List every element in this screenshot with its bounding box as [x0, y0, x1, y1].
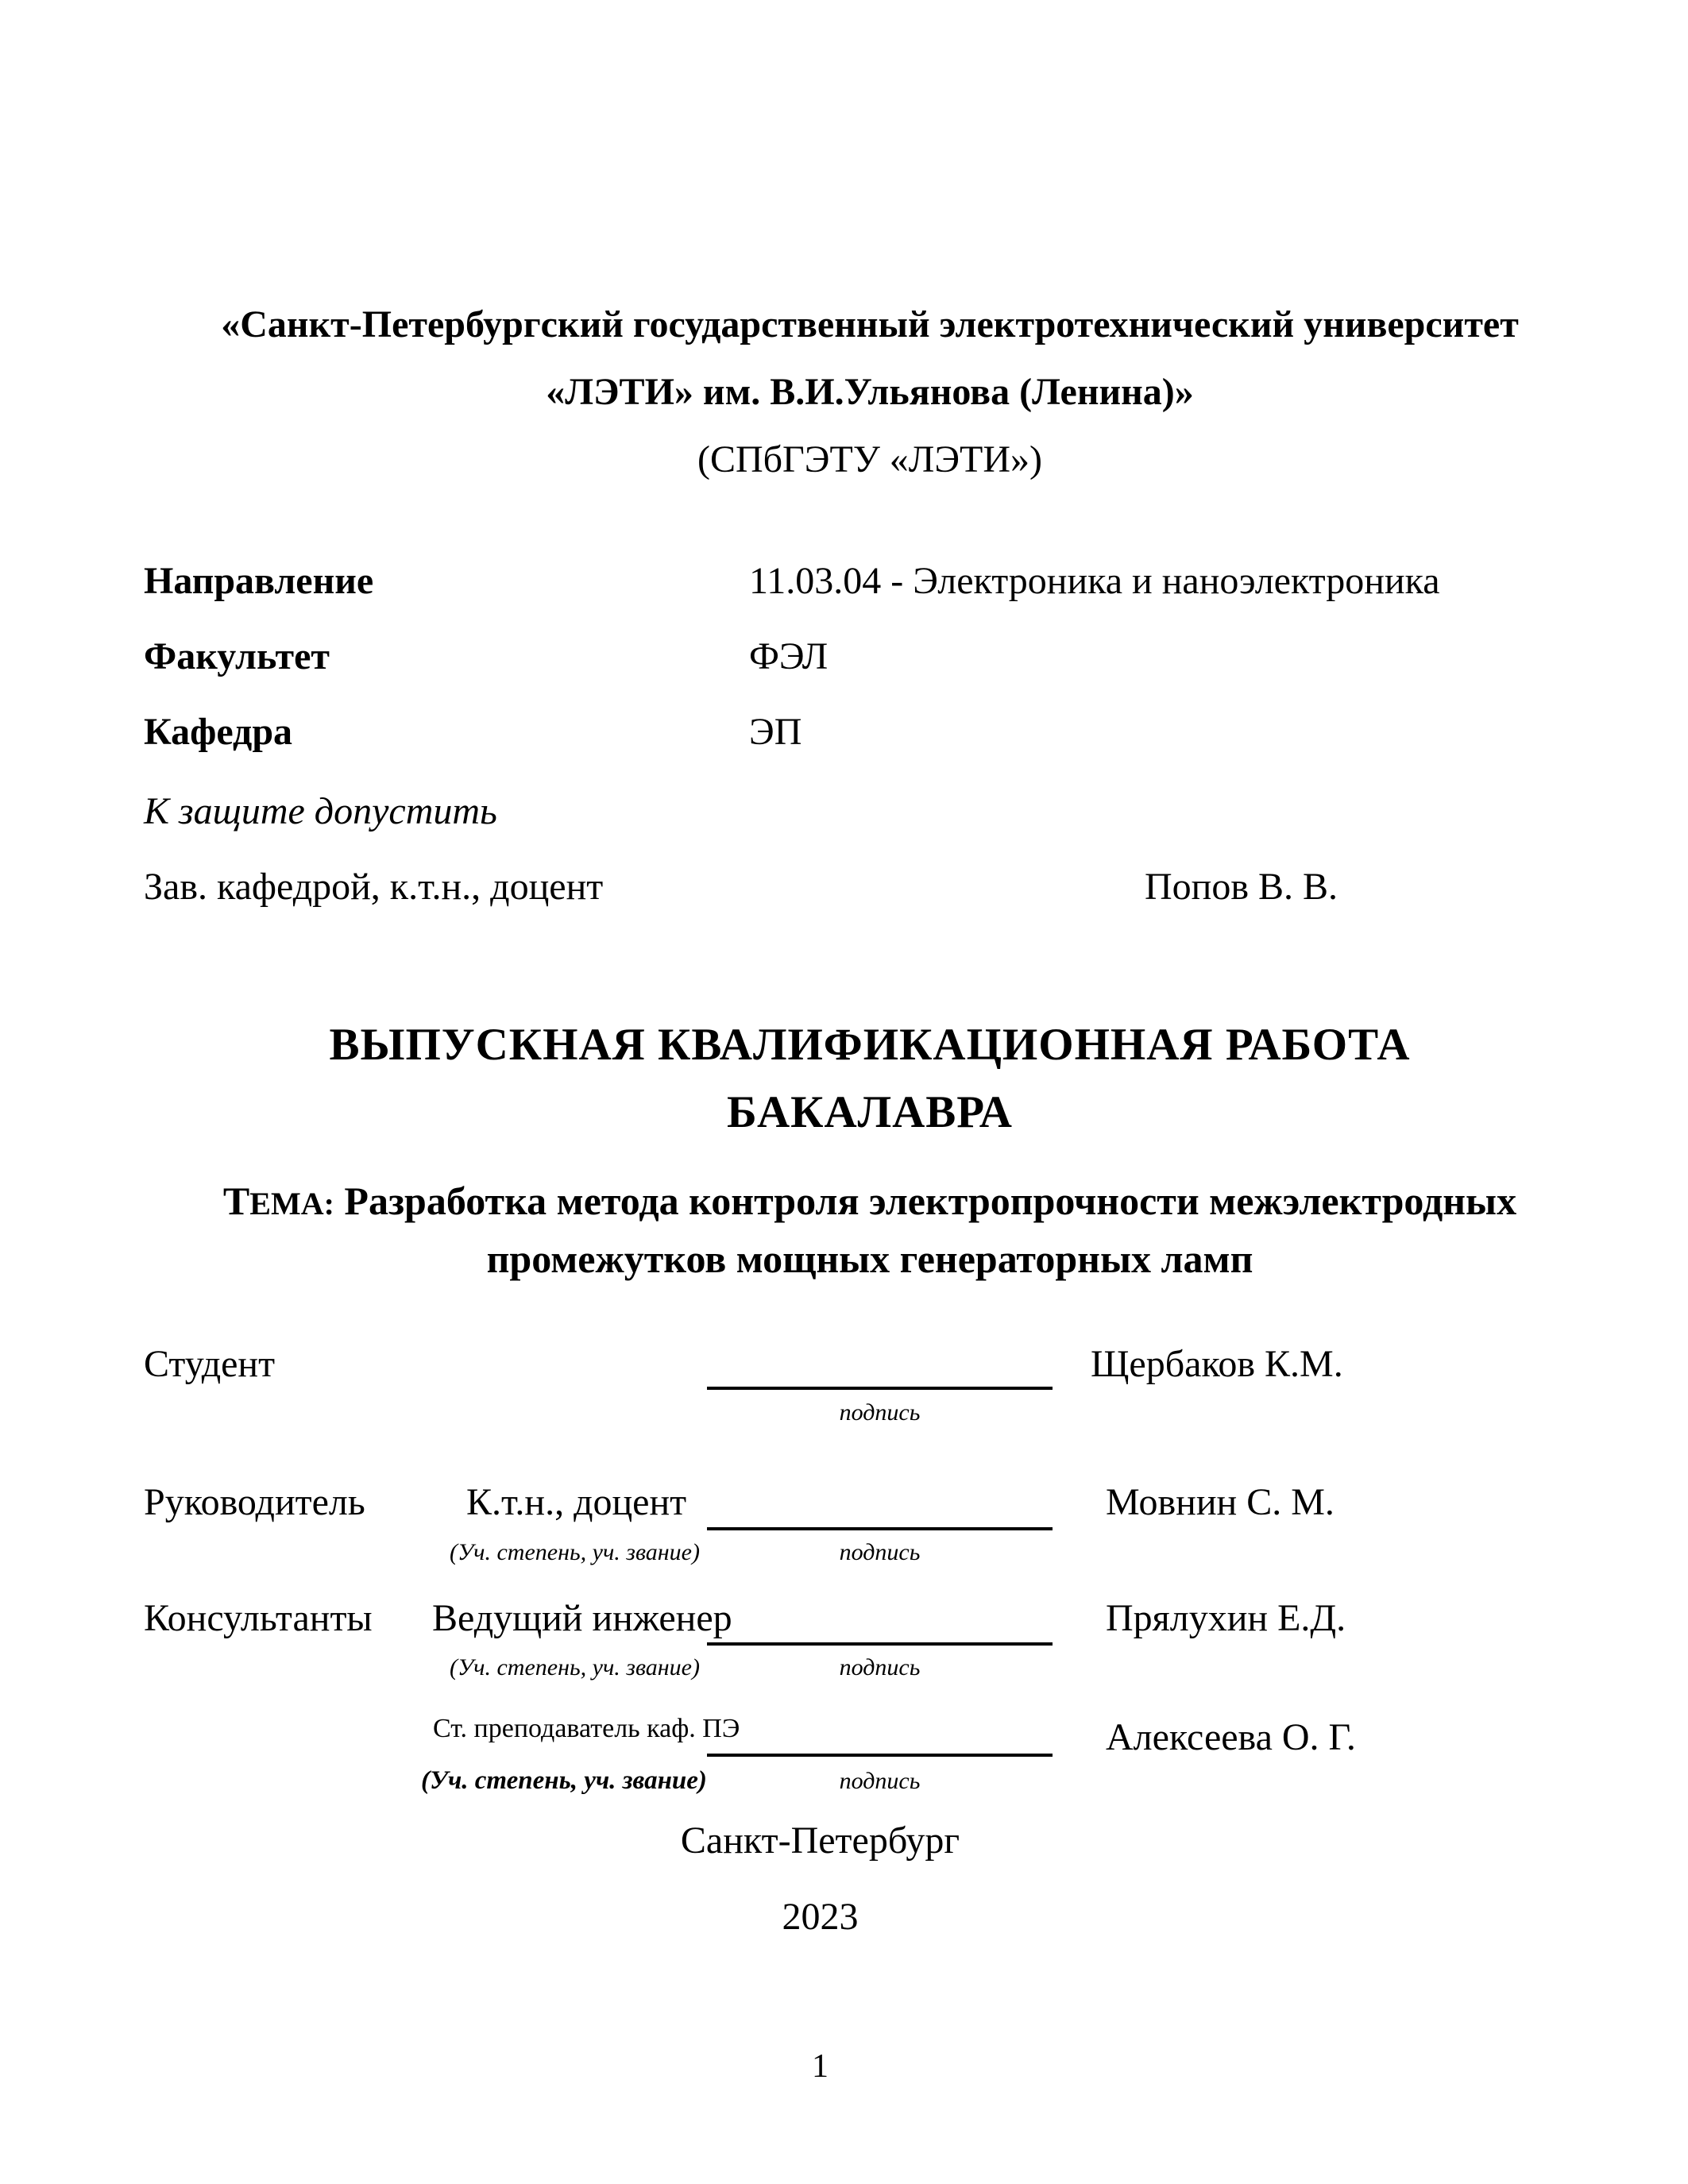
- consultants-role-label: Консультанты: [144, 1597, 373, 1639]
- topic-label-rest: ЕМА:: [249, 1186, 334, 1221]
- consultant-1-signature-note: подпись: [839, 1654, 921, 1680]
- approver-label: Зав. кафедрой, к.т.н., доцент: [144, 866, 604, 908]
- topic-label-initial: Т: [222, 1179, 250, 1223]
- consultant-2-name: Алексеева О. Г.: [1106, 1716, 1356, 1758]
- direction-value: 11.03.04 - Электроника и наноэлектроника: [749, 560, 1440, 602]
- university-name-line-2: «ЛЭТИ» им. В.И.Ульянова (Ленина)»: [546, 371, 1194, 413]
- student-name: Щербаков К.М.: [1091, 1343, 1343, 1385]
- consultant-2-signature-note: подпись: [839, 1768, 921, 1794]
- approver-name: Попов В. В.: [1145, 866, 1338, 908]
- topic-line-2: промежутков мощных генераторных ламп: [486, 1237, 1253, 1281]
- work-title-line-1: ВЫПУСКНАЯ КВАЛИФИКАЦИОННАЯ РАБОТА: [329, 1020, 1411, 1070]
- footer-year: 2023: [782, 1896, 859, 1938]
- work-title-line-2: БАКАЛАВРА: [727, 1087, 1013, 1137]
- consultant-1-qualification: Ведущий инженер: [432, 1597, 732, 1639]
- supervisor-qualification: К.т.н., доцент: [466, 1481, 687, 1523]
- student-signature-note: подпись: [839, 1399, 921, 1426]
- topic-line-1: [52, 1178, 1688, 1224]
- faculty-value: ФЭЛ: [749, 635, 829, 677]
- topic-text-line-1: Разработка метода контроля электропрочности межэлектродных: [334, 1179, 1517, 1223]
- consultant-2-qualification: Ст. преподаватель каф. ПЭ: [433, 1714, 740, 1743]
- supervisor-name: Мовнин С. М.: [1106, 1481, 1335, 1523]
- supervisor-role-label: Руководитель: [144, 1481, 365, 1523]
- direction-label: Направление: [144, 560, 374, 602]
- department-label: Кафедра: [144, 711, 293, 753]
- admission-note: К защите допустить: [144, 790, 497, 832]
- supervisor-signature-note: подпись: [839, 1539, 921, 1565]
- footer-city: Санкт-Петербург: [680, 1819, 960, 1862]
- consultant-2-qualification-note: (Уч. степень, уч. звание): [421, 1766, 707, 1795]
- department-value: ЭП: [749, 711, 802, 753]
- consultant-1-name: Прялухин Е.Д.: [1106, 1597, 1346, 1639]
- university-name-line-1: «Санкт-Петербургский государственный электротехнический университет: [221, 303, 1519, 345]
- student-signature-line: [707, 1387, 1053, 1390]
- faculty-label: Факультет: [144, 635, 330, 677]
- university-abbreviation: (СПбГЭТУ «ЛЭТИ»): [697, 438, 1043, 480]
- supervisor-qualification-note: (Уч. степень, уч. звание): [450, 1539, 700, 1565]
- consultant-1-signature-line: [707, 1642, 1053, 1646]
- consultant-1-qualification-note: (Уч. степень, уч. звание): [450, 1654, 700, 1680]
- consultant-2-signature-line: [707, 1754, 1053, 1757]
- page-number: 1: [812, 2048, 829, 2085]
- supervisor-signature-line: [707, 1527, 1053, 1530]
- student-role-label: Студент: [144, 1343, 276, 1385]
